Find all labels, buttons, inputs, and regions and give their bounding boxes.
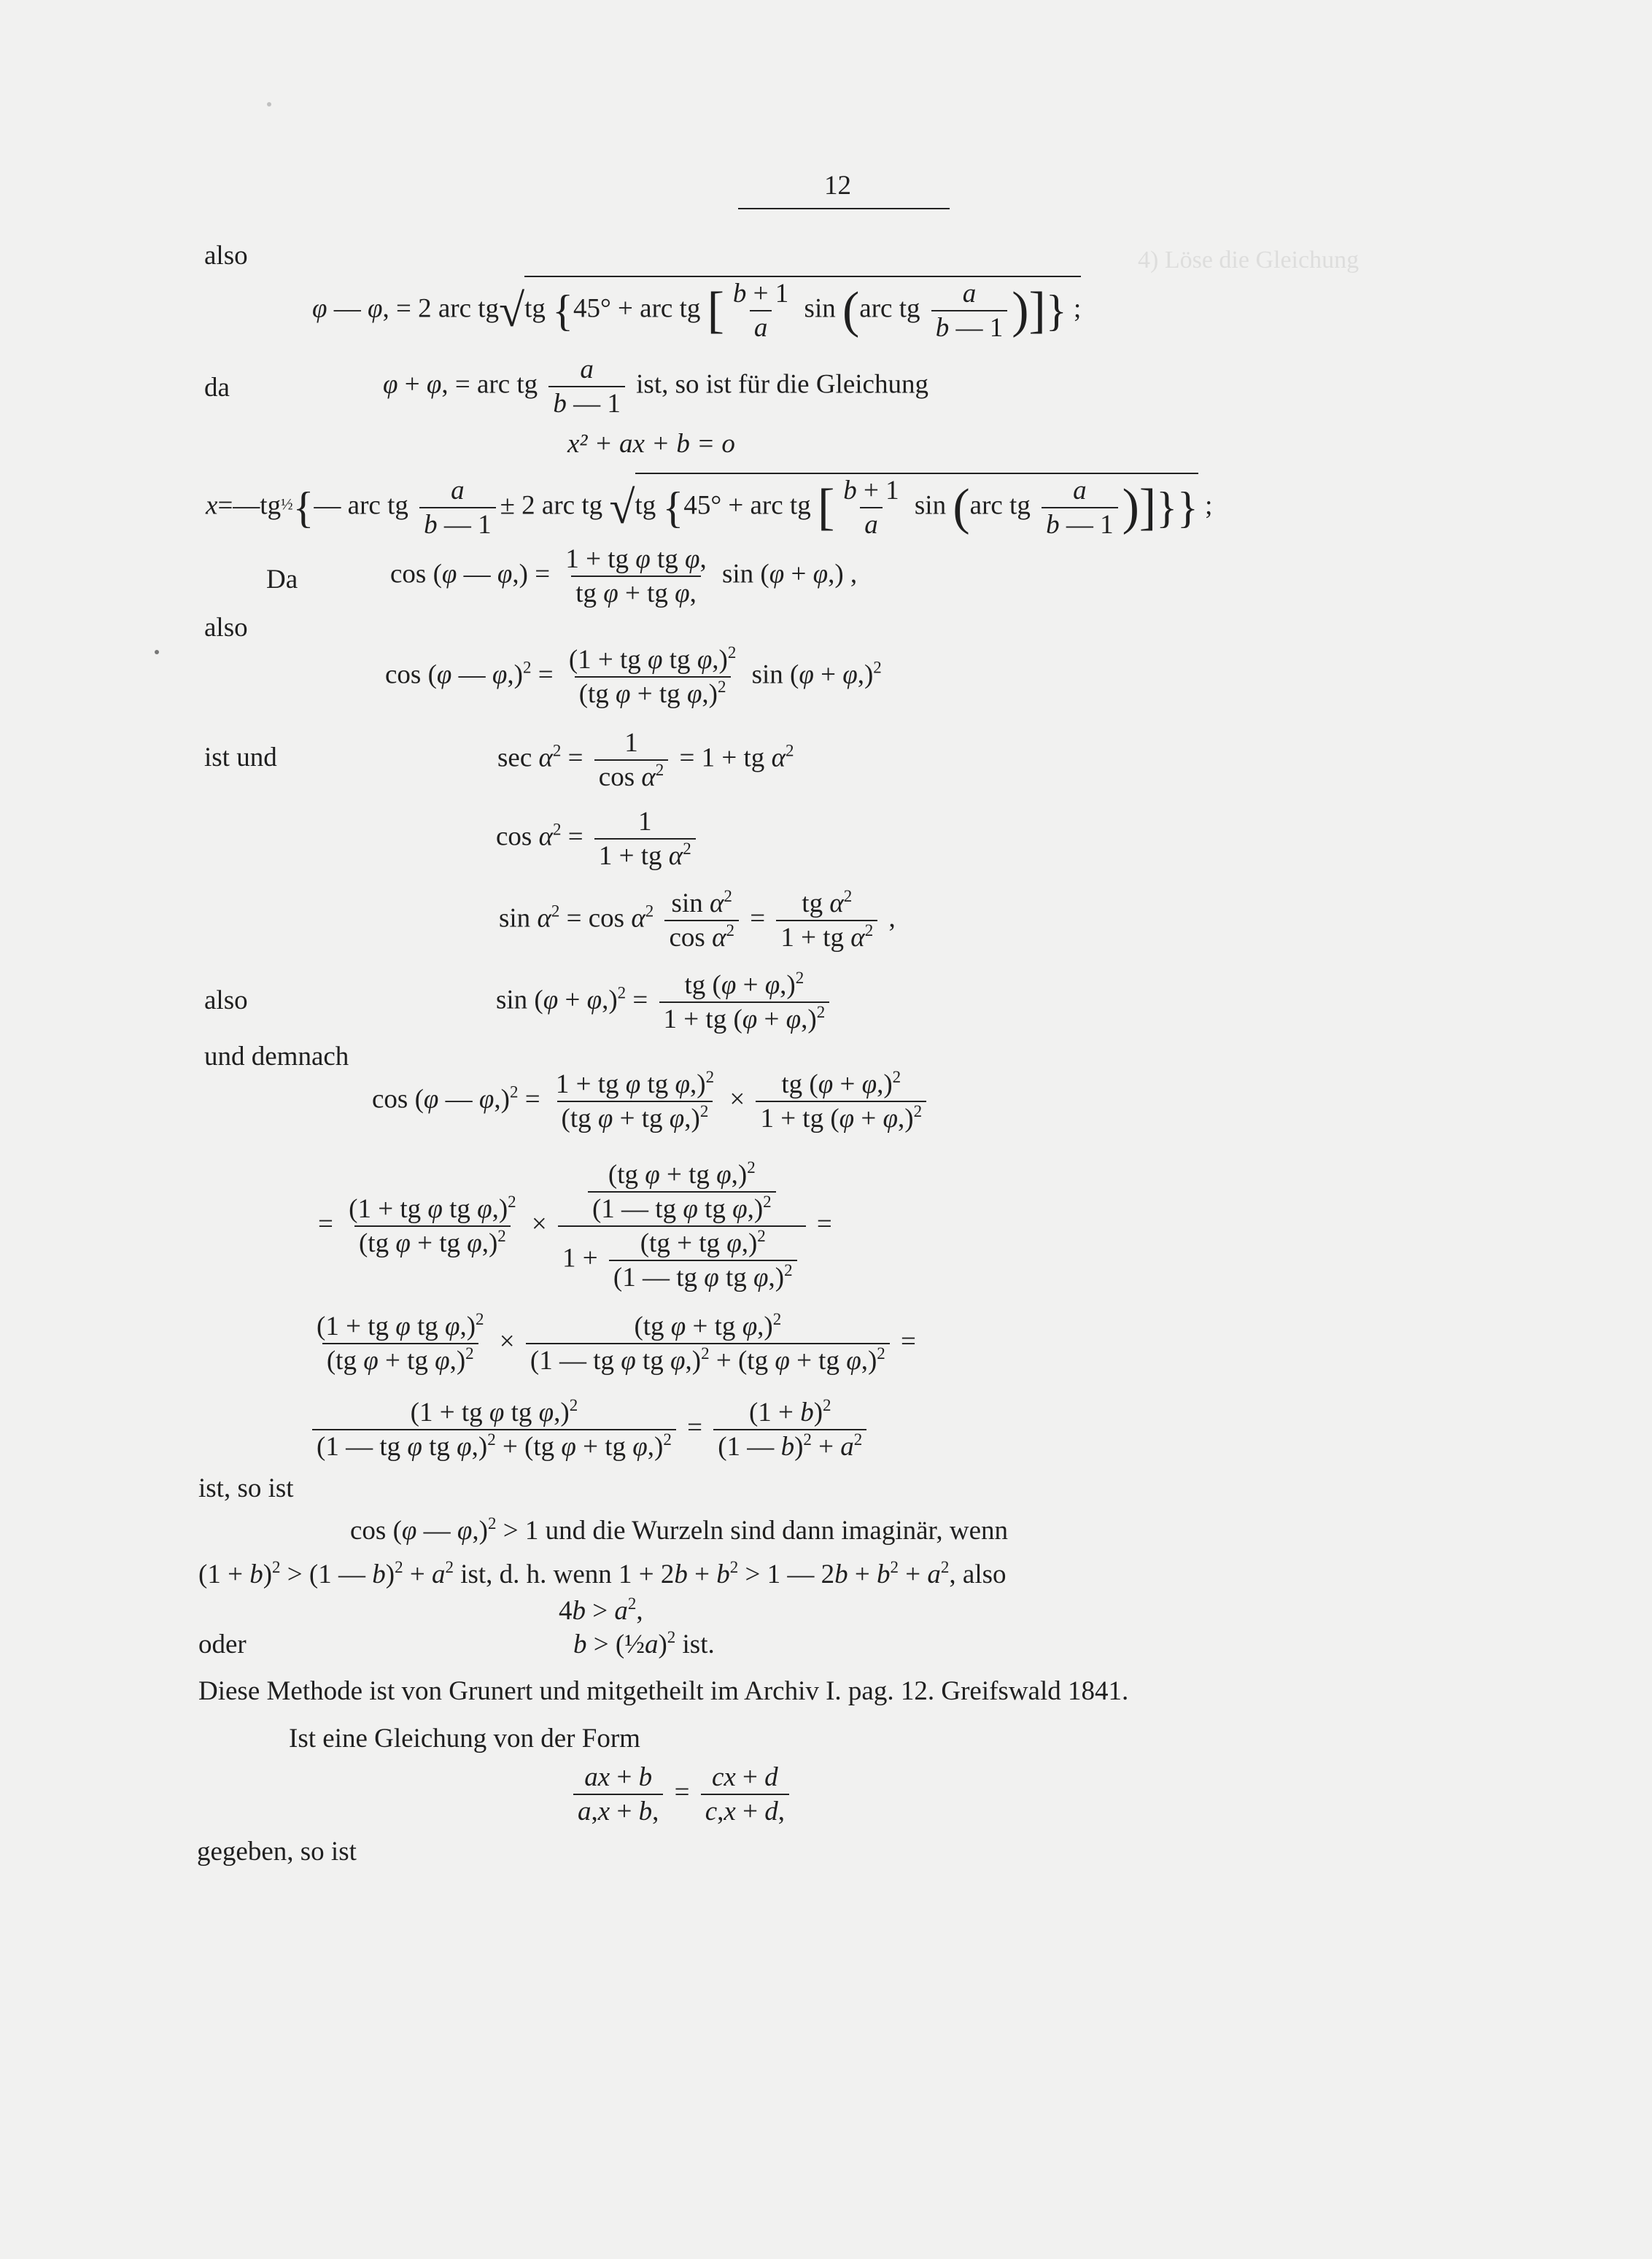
stray-dot	[155, 650, 159, 654]
equation-imaginary-condition: cos (φ — φ,)$^2$ > 1 und die Wurzeln sind dann imaginär, wenn	[350, 1514, 1009, 1546]
text-da-tail: ist, so ist für die Gleichung	[636, 369, 928, 400]
label-oder: oder	[198, 1630, 247, 1659]
text-method: Diese Methode ist von Grunert und mitgetheilt im Archiv I. pag. 12. Greifswald 1841.	[198, 1676, 1129, 1706]
page-number-rule	[738, 208, 950, 209]
text-imag-1: und die Wurzeln sind dann imaginär, wenn	[545, 1516, 1009, 1546]
equation-4b: $4b > a^2$,	[559, 1595, 643, 1626]
label-ist-so-ist: ist, so ist	[198, 1473, 294, 1503]
text-imag-2: ist, d. h. wenn	[460, 1559, 612, 1589]
label-ist-und: ist und	[204, 743, 277, 772]
equation-cos-difference: cos (φ — φ,) = $\frac{\text{1 + tg φ tg φ,}}{\text{tg φ + tg φ,}}$ sin (φ + φ,) ,	[390, 544, 858, 608]
equation-b-condition: b > (½a)$^2$ ist.	[573, 1628, 715, 1659]
equation-sec: $\sec \alpha^2$ = $\frac{1}{\cos \alpha^2}$ = 1 + tg $\alpha^2$	[497, 728, 794, 792]
equation-cos-squared: cos (φ — φ,)$^2$ = $\frac{(1 + tg \varphi tg \varphi,)^2}{(tg \varphi + tg \varphi,)^2}$ $\sin (\varphi + \varphi,)^2$	[385, 643, 882, 709]
label-also-1: also	[204, 241, 248, 271]
equation-x-solution: x=—tg½{— arc tg $\frac{a}{b — 1}$ ± 2 arc tg √tg {45° + arc tg [ $\frac{b + 1}{a}$ sin (arc tg $\frac{a}{b — 1}$ )]}} ;	[206, 473, 1212, 538]
equation-result: $\frac{(1 + tg \varphi tg \varphi,)^2}{(1 — tg \varphi tg \varphi,)^2 + (tg \varphi + tg \varphi,)^2}$ = $\frac{(1 + b)^2}{(1 — b)^2 + a^2}$	[308, 1399, 871, 1460]
label-gegeben: gegeben, so ist	[197, 1837, 357, 1867]
equation-rational: $\frac{ax + b}{a,x + b,}$ = $\frac{cx + d}{c,x + d,}$	[569, 1764, 794, 1825]
equation-phi-sum: φ + φ, = arc tg $\frac{a}{b — 1}$ ist, so ist für die Gleichung	[383, 354, 928, 419]
equation-sin-sum-squared: $\sin (\varphi + \varphi,)^2$ = $\frac{tg (\varphi + \varphi,)^2}{1 + tg (\varphi + \varphi,)^2}$	[496, 972, 834, 1033]
equation-phi-difference: φ — φ, = 2 arc tg√tg {45° + arc tg [ $\frac{b + 1}{a}$ sin (arc tg $\frac{a}{b — 1}$ )]} ;	[312, 276, 1081, 341]
label-da: da	[204, 373, 230, 403]
equation-inequality: $(1 + b)^2 > (1$ — $b)^2 + a^2$ ist, d. h. wenn $1 + 2b + b^2 > 1$ — $2b + b^2 + a^2$, also	[198, 1558, 1007, 1589]
label-also-2: also	[204, 613, 248, 643]
text-form: Ist eine Gleichung von der Form	[289, 1724, 640, 1754]
equation-sin-alpha: $\sin \alpha^2 = \cos \alpha^2$ $\frac{\sin \alpha^2}{\cos \alpha^2}$ = $\frac{tg \alpha^2}{1 + tg \alpha^2}$ ,	[499, 887, 896, 953]
text-ist: ist.	[682, 1630, 715, 1659]
label-also-3: also	[204, 985, 248, 1015]
equation-compound-fraction: = $\frac{(1 + tg \varphi tg \varphi,)^2}{(tg \varphi + tg \varphi,)^2}$ × $\frac{(tg \varphi + tg \varphi,)^2}{(1 — tg \varphi tg \varphi,)^2}$ 1 + $\frac{(tg + tg \varphi,)^2}{(1 — tg \varphi tg \varphi,)^2}$ =	[318, 1158, 832, 1293]
bleed-through: 4) Löse die Gleichung	[1138, 247, 1360, 274]
equation-cos-alpha: $\cos \alpha^2$ = $\frac{1}{1 + tg \alpha^2}$	[496, 808, 700, 869]
equation-quadratic: x² + ax + b = o	[567, 429, 735, 459]
text-also-inline: also	[962, 1559, 1007, 1589]
stray-dot	[267, 102, 271, 106]
page-number: 12	[824, 171, 851, 201]
equation-product: $\frac{(1 + tg \varphi tg \varphi,)^2}{(tg \varphi + tg \varphi,)^2}$ × $\frac{(tg \varphi + tg \varphi,)^2}{(1 — tg \varphi tg \varphi,)^2 + (tg \varphi + tg \varphi,)^2}$ =	[317, 1310, 916, 1376]
label-und-demnach: und demnach	[204, 1042, 349, 1072]
label-Da: Da	[266, 565, 298, 594]
equation-cos-demnach: cos (φ — φ,)$^2$ = $\frac{1 + tg \varphi tg \varphi,)^2}{(tg \varphi + tg \varphi,)^2}$ × $\frac{tg (\varphi + \varphi,)^2}{1 + tg (\varphi + \varphi,)^2}$	[372, 1071, 931, 1132]
